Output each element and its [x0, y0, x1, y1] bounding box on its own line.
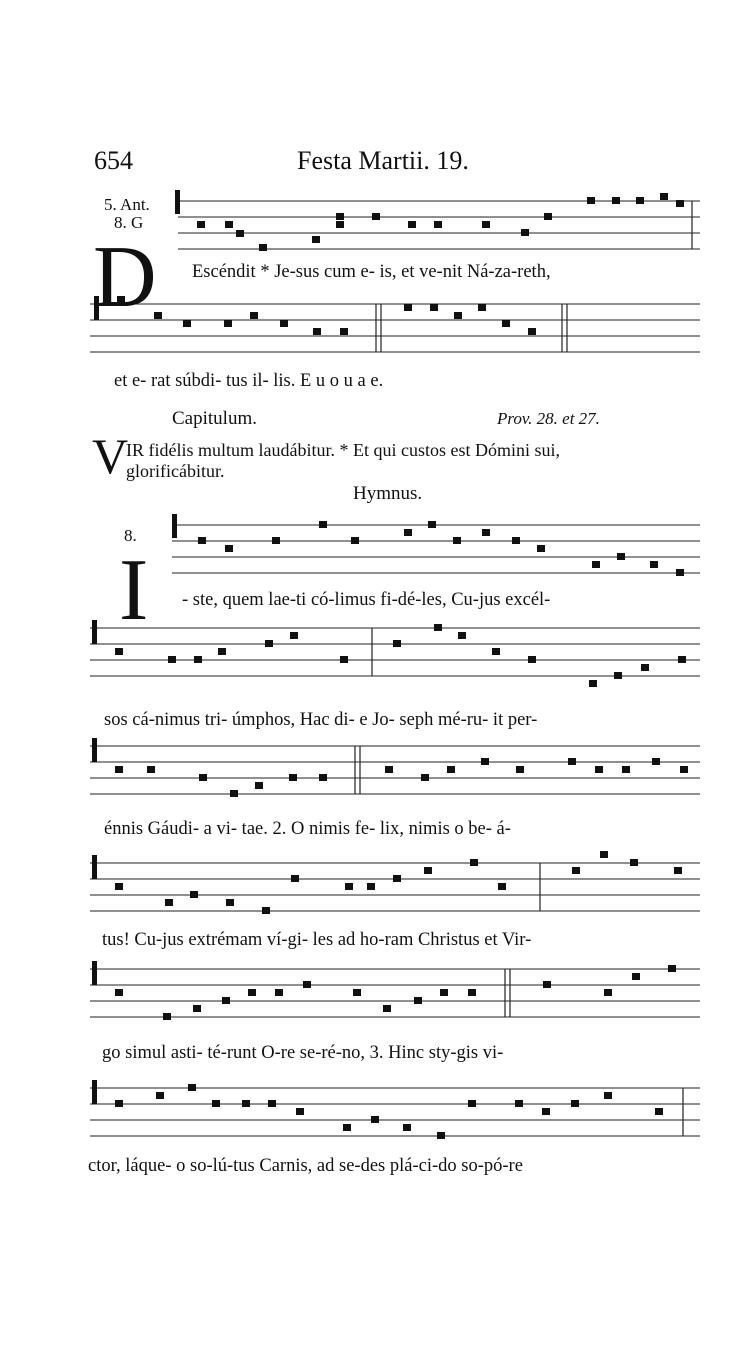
antiphon-lyric-line-1: Escéndit * Je-sus cum e- is, et ve-nit Ná-za-reth, — [192, 262, 551, 282]
hymn-initial: I — [119, 542, 149, 639]
antiphon-initial: D — [93, 229, 157, 326]
capitulum-initial: V — [92, 428, 129, 484]
hymn-lyric-line: tus! Cu-jus extrémam ví-gi- les ad ho-ram Christus et Vir- — [102, 930, 532, 950]
running-title: Festa Martii. 19. — [297, 146, 469, 175]
hymn-lyric-line: énnis Gáudi- a vi- tae. 2. O nimis fe- lix, nimis o be- á- — [104, 819, 511, 839]
hymn-mode: 8. — [124, 526, 137, 545]
hymn-lyric-line: ctor, láque- o so-lú-tus Carnis, ad se-des plá-ci-do so-pó-re — [88, 1156, 523, 1176]
antiphon-lyric-line-2: et e- rat súbdi- tus il- lis. E u o u a e. — [114, 371, 384, 391]
antiphon-mode: 8. G — [114, 213, 144, 232]
antiphon-label: 5. Ant. — [104, 195, 150, 214]
hymn-lyric-line: - ste, quem lae-ti có-limus fi-dé-les, Cu-jus excél- — [182, 590, 551, 610]
capitulum-text-line-1: IR fidélis multum laudábitur. * Et qui custos est Dómini sui, — [126, 440, 560, 460]
capitulum-heading: Capitulum. — [172, 408, 257, 429]
hymn-heading: Hymnus. — [353, 483, 423, 504]
capitulum-reference: Prov. 28. et 27. — [497, 409, 600, 428]
hymn-lyric-line: go simul asti- té-runt O-re se-ré-no, 3. Hinc sty-gis vi- — [102, 1043, 504, 1063]
page-number: 654 — [94, 146, 133, 175]
hymn-lyric-line: sos cá-nimus tri- úmphos, Hac di- e Jo- seph mé-ru- it per- — [104, 710, 538, 730]
capitulum-text-line-2: glorificábitur. — [126, 461, 225, 481]
